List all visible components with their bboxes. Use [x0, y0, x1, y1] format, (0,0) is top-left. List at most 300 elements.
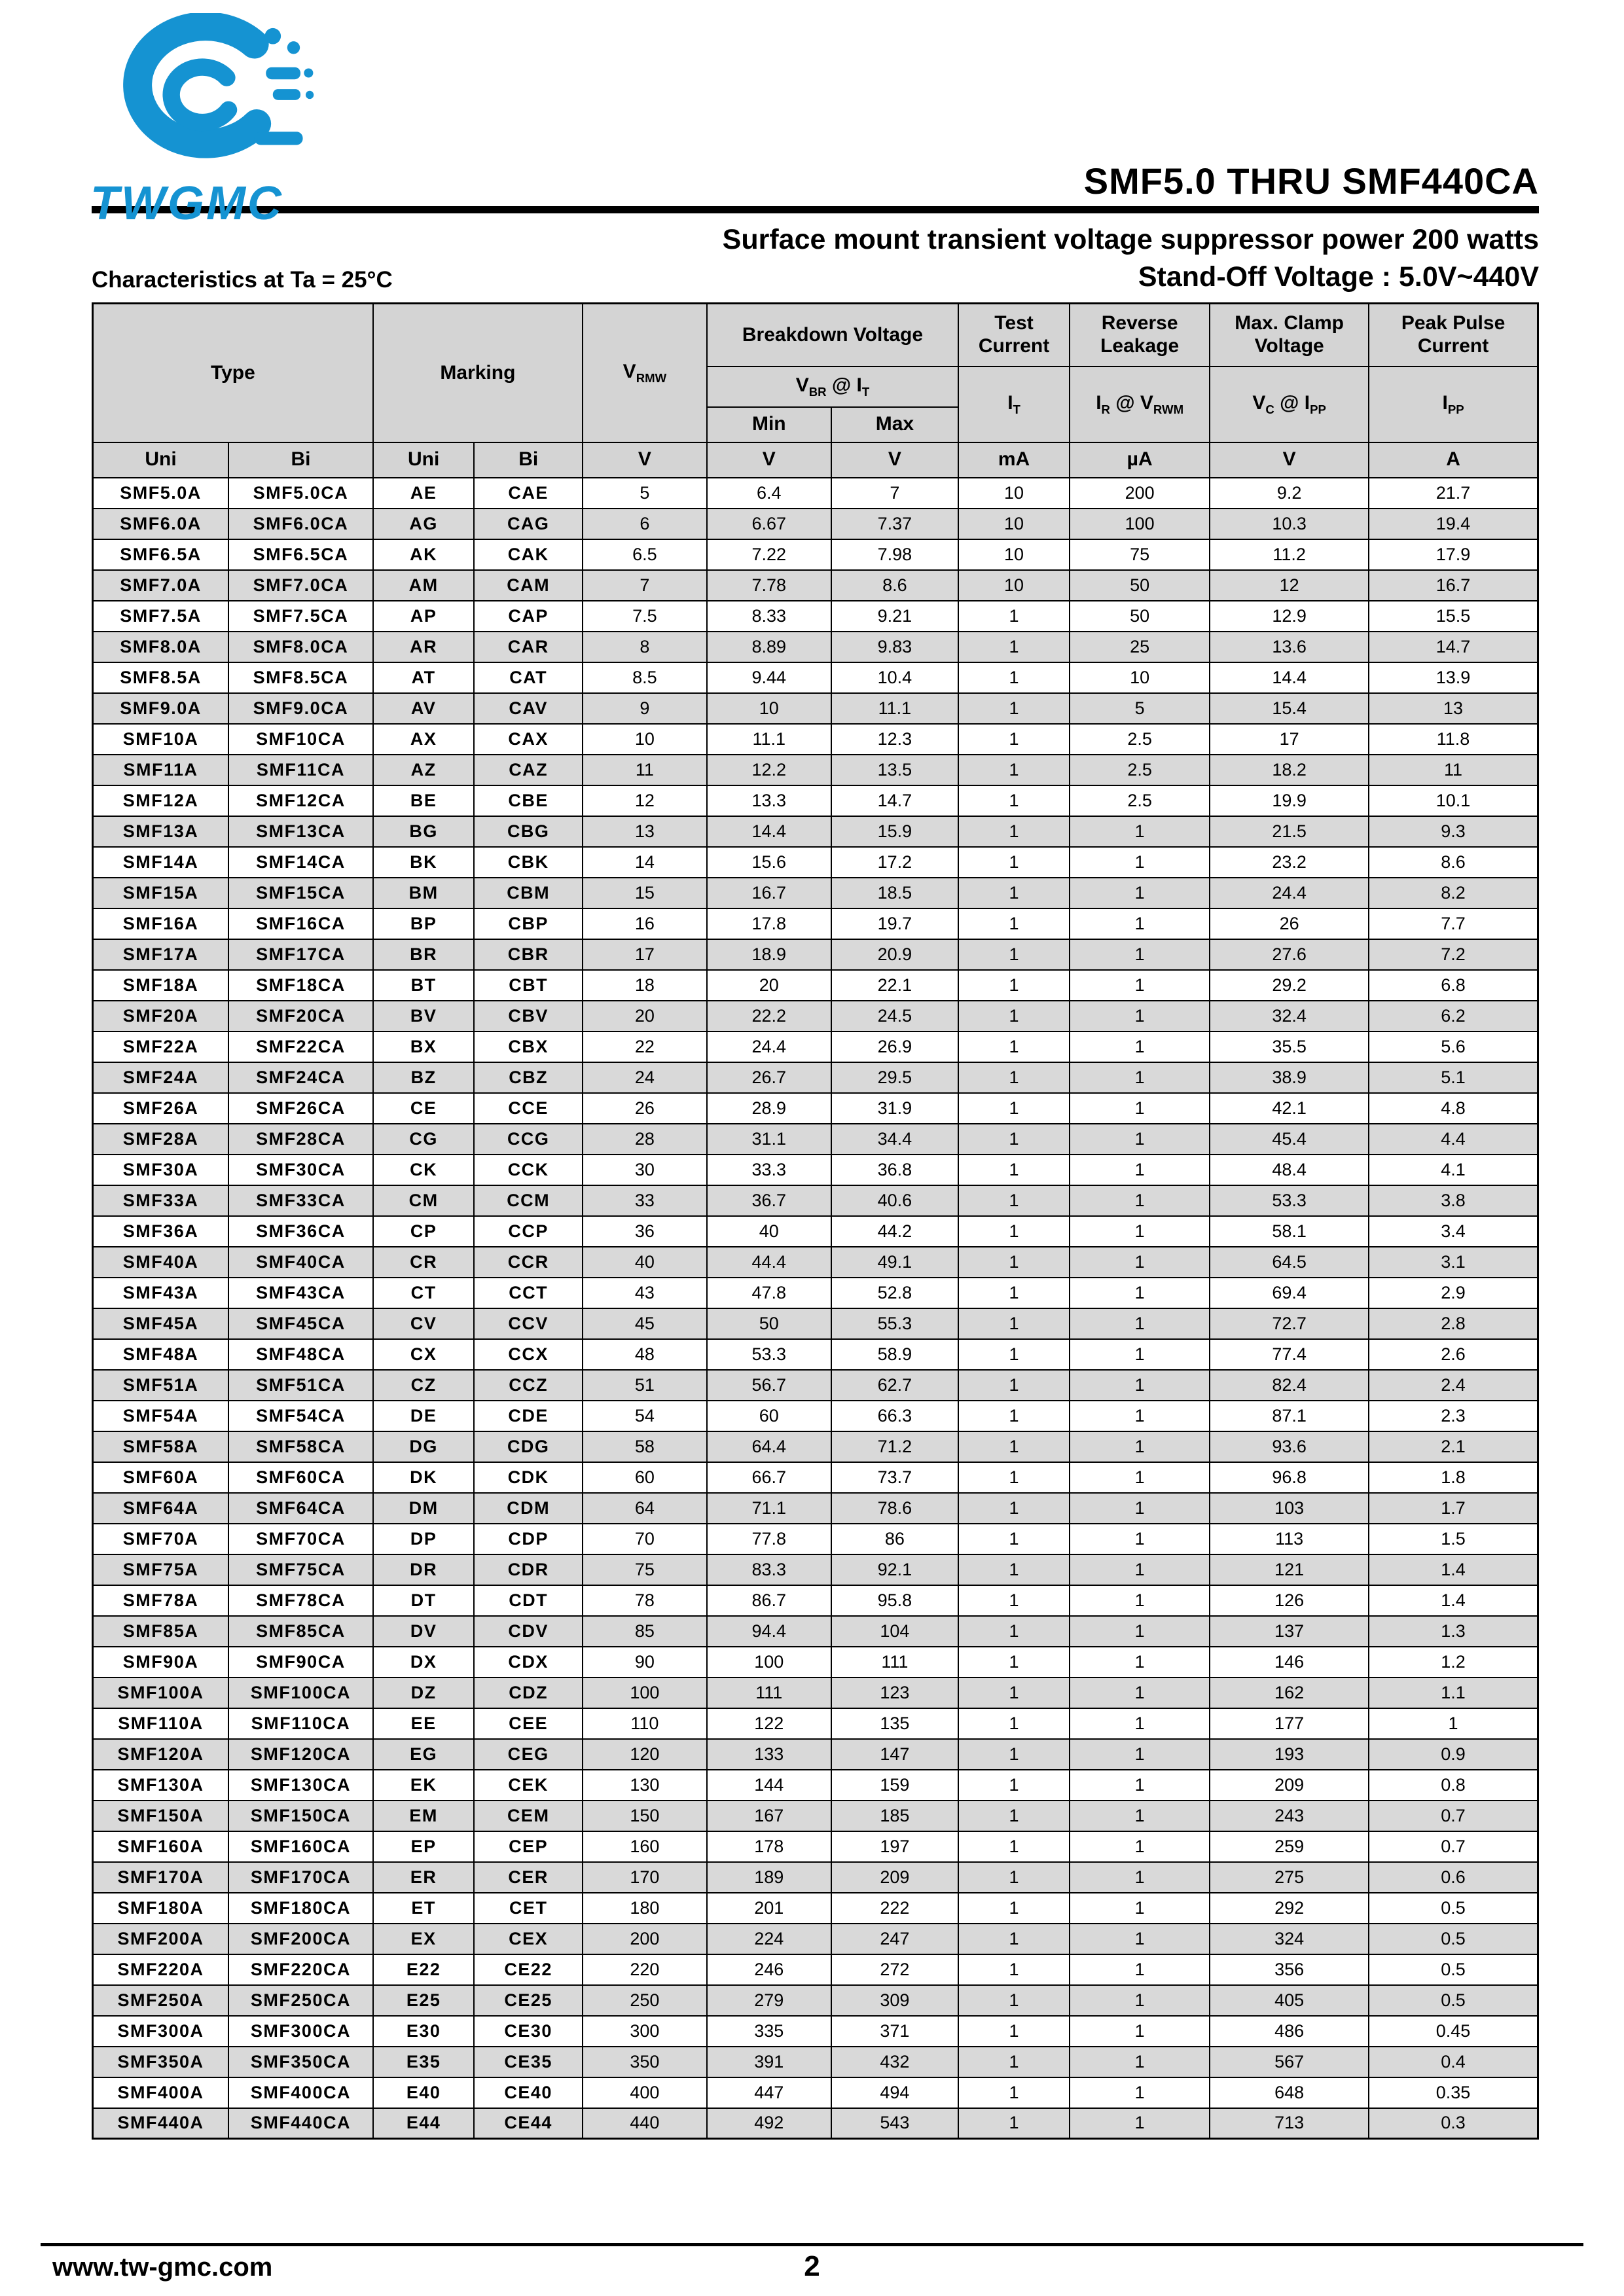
- table-cell: 56.7: [707, 1370, 831, 1401]
- table-cell: 1: [958, 785, 1070, 816]
- table-cell: SMF150A: [93, 1801, 229, 1831]
- table-row: [93, 1124, 1538, 1155]
- table-cell: 111: [831, 1647, 958, 1677]
- table-cell: 27.6: [1210, 939, 1369, 970]
- table-cell: 28: [583, 1124, 707, 1155]
- twgmc-logo: [79, 13, 353, 230]
- table-cell: AG: [373, 509, 475, 539]
- table-cell: 10: [958, 478, 1070, 509]
- table-cell: 8.6: [1369, 847, 1538, 878]
- table-cell: 69.4: [1210, 1278, 1369, 1308]
- table-cell: 14.7: [1369, 632, 1538, 662]
- table-cell: 17.2: [831, 847, 958, 878]
- table-cell: 60: [583, 1462, 707, 1493]
- table-cell: 135: [831, 1708, 958, 1739]
- table-cell: SMF200CA: [228, 1924, 373, 1954]
- table-cell: E44: [373, 2108, 475, 2139]
- table-cell: SMF13A: [93, 816, 229, 847]
- table-cell: 1.4: [1369, 1554, 1538, 1585]
- table-cell: 9: [583, 693, 707, 724]
- table-cell: 713: [1210, 2108, 1369, 2139]
- table-cell: CDX: [474, 1647, 583, 1677]
- table-cell: 4.1: [1369, 1155, 1538, 1185]
- table-cell: SMF78A: [93, 1585, 229, 1616]
- table-cell: SMF60A: [93, 1462, 229, 1493]
- table-row: [93, 601, 1538, 632]
- table-row: [93, 1401, 1538, 1431]
- table-cell: DX: [373, 1647, 475, 1677]
- table-cell: CAP: [474, 601, 583, 632]
- table-cell: 1: [958, 1493, 1070, 1524]
- table-cell: DP: [373, 1524, 475, 1554]
- table-row: [93, 1677, 1538, 1708]
- table-cell: 16.7: [1369, 570, 1538, 601]
- table-cell: 10: [958, 570, 1070, 601]
- table-cell: 7.5: [583, 601, 707, 632]
- table-cell: 121: [1210, 1554, 1369, 1585]
- table-cell: 1: [1070, 1247, 1210, 1278]
- table-cell: 18.2: [1210, 755, 1369, 785]
- table-cell: 16.7: [707, 878, 831, 908]
- table-cell: 2.1: [1369, 1431, 1538, 1462]
- table-cell: 0.8: [1369, 1770, 1538, 1801]
- table-cell: 13.6: [1210, 632, 1369, 662]
- unit-header-uni: Uni: [93, 442, 229, 478]
- table-cell: 25: [1070, 632, 1210, 662]
- unit-header-uni: Uni: [373, 442, 475, 478]
- table-cell: 30: [583, 1155, 707, 1185]
- table-cell: CER: [474, 1862, 583, 1893]
- table-cell: 20.9: [831, 939, 958, 970]
- table-row: [93, 1493, 1538, 1524]
- table-cell: BT: [373, 970, 475, 1001]
- table-cell: 492: [707, 2108, 831, 2139]
- table-cell: SMF10CA: [228, 724, 373, 755]
- table-cell: 5: [1070, 693, 1210, 724]
- table-cell: 1: [1070, 1185, 1210, 1216]
- table-cell: SMF90A: [93, 1647, 229, 1677]
- table-cell: 24.5: [831, 1001, 958, 1031]
- page-header: [90, 13, 1539, 230]
- table-cell: 28.9: [707, 1093, 831, 1124]
- table-cell: CCE: [474, 1093, 583, 1124]
- table-cell: 133: [707, 1739, 831, 1770]
- table-cell: 48.4: [1210, 1155, 1369, 1185]
- table-cell: 15: [583, 878, 707, 908]
- table-row: [93, 1985, 1538, 2016]
- table-cell: 1: [958, 816, 1070, 847]
- table-cell: AM: [373, 570, 475, 601]
- table-cell: 58.1: [1210, 1216, 1369, 1247]
- table-cell: AR: [373, 632, 475, 662]
- table-cell: CBX: [474, 1031, 583, 1062]
- table-cell: 1: [1070, 1493, 1210, 1524]
- table-cell: 20: [707, 970, 831, 1001]
- table-cell: 1: [958, 2108, 1070, 2139]
- table-cell: CCZ: [474, 1370, 583, 1401]
- table-cell: AE: [373, 478, 475, 509]
- table-cell: 10.4: [831, 662, 958, 693]
- table-cell: 2.5: [1070, 785, 1210, 816]
- table-cell: 50: [1070, 601, 1210, 632]
- table-cell: SMF250A: [93, 1985, 229, 2016]
- table-cell: 40: [707, 1216, 831, 1247]
- table-row: [93, 693, 1538, 724]
- table-cell: 12.9: [1210, 601, 1369, 632]
- table-cell: CE22: [474, 1954, 583, 1985]
- table-cell: SMF180CA: [228, 1893, 373, 1924]
- table-cell: 36.8: [831, 1155, 958, 1185]
- table-cell: SMF220CA: [228, 1954, 373, 1985]
- table-cell: 1: [958, 1954, 1070, 1985]
- table-cell: 13: [583, 816, 707, 847]
- table-cell: SMF440A: [93, 2108, 229, 2139]
- table-cell: 1: [958, 1431, 1070, 1462]
- table-cell: CDP: [474, 1524, 583, 1554]
- table-cell: SMF48CA: [228, 1339, 373, 1370]
- unit-header-bi: Bi: [228, 442, 373, 478]
- table-cell: 1: [958, 1647, 1070, 1677]
- unit-header-a: A: [1369, 442, 1538, 478]
- table-cell: SMF45CA: [228, 1308, 373, 1339]
- table-cell: 26: [1210, 908, 1369, 939]
- table-cell: 78: [583, 1585, 707, 1616]
- table-cell: 180: [583, 1893, 707, 1924]
- table-cell: SMF250CA: [228, 1985, 373, 2016]
- table-cell: 6.67: [707, 509, 831, 539]
- table-cell: 77.4: [1210, 1339, 1369, 1370]
- table-cell: 87.1: [1210, 1401, 1369, 1431]
- table-cell: CV: [373, 1308, 475, 1339]
- table-cell: 22.1: [831, 970, 958, 1001]
- table-cell: SMF300A: [93, 2016, 229, 2047]
- table-cell: 7.37: [831, 509, 958, 539]
- table-row: [93, 509, 1538, 539]
- table-cell: 1: [958, 632, 1070, 662]
- table-cell: 13.3: [707, 785, 831, 816]
- table-cell: 400: [583, 2077, 707, 2108]
- col-header-test-current: Test Current: [958, 304, 1070, 367]
- table-cell: 8.5: [583, 662, 707, 693]
- table-cell: 1: [1070, 1431, 1210, 1462]
- table-cell: BV: [373, 1001, 475, 1031]
- table-cell: DE: [373, 1401, 475, 1431]
- table-cell: 1.3: [1369, 1616, 1538, 1647]
- table-cell: BK: [373, 847, 475, 878]
- table-cell: 71.1: [707, 1493, 831, 1524]
- table-cell: CCM: [474, 1185, 583, 1216]
- table-cell: 11: [1369, 755, 1538, 785]
- table-cell: CBZ: [474, 1062, 583, 1093]
- table-cell: 10: [958, 509, 1070, 539]
- table-cell: 335: [707, 2016, 831, 2047]
- table-row: [93, 724, 1538, 755]
- table-cell: 2.4: [1369, 1370, 1538, 1401]
- table-cell: DM: [373, 1493, 475, 1524]
- table-row: [93, 478, 1538, 509]
- table-cell: 17: [1210, 724, 1369, 755]
- table-cell: SMF58CA: [228, 1431, 373, 1462]
- col-header-vrmw: $V_{RMW}$: [583, 304, 707, 442]
- table-cell: SMF14CA: [228, 847, 373, 878]
- table-cell: 1: [958, 1339, 1070, 1370]
- table-cell: SMF60CA: [228, 1462, 373, 1493]
- table-cell: CDZ: [474, 1677, 583, 1708]
- table-cell: 15.4: [1210, 693, 1369, 724]
- table-cell: 18.5: [831, 878, 958, 908]
- table-cell: SMF170CA: [228, 1862, 373, 1893]
- table-cell: SMF48A: [93, 1339, 229, 1370]
- table-cell: 146: [1210, 1647, 1369, 1677]
- table-cell: E30: [373, 2016, 475, 2047]
- table-cell: 31.1: [707, 1124, 831, 1155]
- table-cell: 1: [958, 1370, 1070, 1401]
- table-cell: 12.2: [707, 755, 831, 785]
- doc-subtitle: Surface mount transient voltage suppressor power 200 watts: [722, 224, 1539, 255]
- table-cell: 100: [583, 1677, 707, 1708]
- table-cell: 1: [1070, 908, 1210, 939]
- table-cell: 8.89: [707, 632, 831, 662]
- table-cell: 14.4: [1210, 662, 1369, 693]
- table-cell: BG: [373, 816, 475, 847]
- table-row: [93, 939, 1538, 970]
- table-cell: DT: [373, 1585, 475, 1616]
- table-cell: 160: [583, 1831, 707, 1862]
- table-cell: SMF6.0CA: [228, 509, 373, 539]
- table-cell: 222: [831, 1893, 958, 1924]
- table-cell: 11.2: [1210, 539, 1369, 570]
- table-row: [93, 1062, 1538, 1093]
- table-body: [93, 478, 1538, 2139]
- table-cell: 201: [707, 1893, 831, 1924]
- characteristics-label: Characteristics at Ta = 25°C: [92, 267, 393, 293]
- table-cell: SMF90CA: [228, 1647, 373, 1677]
- table-cell: CEE: [474, 1708, 583, 1739]
- table-cell: 11: [583, 755, 707, 785]
- table-cell: 1: [1070, 816, 1210, 847]
- table-cell: 49.1: [831, 1247, 958, 1278]
- table-row: [93, 1585, 1538, 1616]
- table-row: [93, 1216, 1538, 1247]
- table-cell: 21.5: [1210, 816, 1369, 847]
- table-cell: 92.1: [831, 1554, 958, 1585]
- col-header-max-clamp-voltage: Max. Clamp Voltage: [1210, 304, 1369, 367]
- table-cell: CR: [373, 1247, 475, 1278]
- table-cell: 1: [958, 1770, 1070, 1801]
- table-cell: SMF7.5CA: [228, 601, 373, 632]
- table-cell: SMF8.0CA: [228, 632, 373, 662]
- table-cell: 1: [1070, 939, 1210, 970]
- table-cell: BP: [373, 908, 475, 939]
- table-row: [93, 632, 1538, 662]
- table-cell: 100: [1070, 509, 1210, 539]
- table-cell: 0.7: [1369, 1801, 1538, 1831]
- table-cell: 1: [958, 724, 1070, 755]
- table-cell: 1: [958, 1031, 1070, 1062]
- table-cell: SMF350CA: [228, 2047, 373, 2077]
- table-cell: 24: [583, 1062, 707, 1093]
- table-cell: 17.9: [1369, 539, 1538, 570]
- table-row: [93, 1831, 1538, 1862]
- table-cell: 123: [831, 1677, 958, 1708]
- brand-name: TWGMC: [90, 177, 283, 230]
- table-cell: 40.6: [831, 1185, 958, 1216]
- table-cell: SMF17A: [93, 939, 229, 970]
- table-cell: 77.8: [707, 1524, 831, 1554]
- table-cell: 0.3: [1369, 2108, 1538, 2139]
- table-cell: 405: [1210, 1985, 1369, 2016]
- table-cell: SMF100A: [93, 1677, 229, 1708]
- table-cell: 1: [958, 693, 1070, 724]
- table-cell: 52.8: [831, 1278, 958, 1308]
- table-cell: 1.7: [1369, 1493, 1538, 1524]
- table-cell: 85: [583, 1616, 707, 1647]
- table-cell: 1: [958, 1985, 1070, 2016]
- col-header-type: Type: [93, 304, 373, 442]
- table-cell: SMF24A: [93, 1062, 229, 1093]
- table-cell: SMF100CA: [228, 1677, 373, 1708]
- table-cell: SMF33A: [93, 1185, 229, 1216]
- table-cell: 6: [583, 509, 707, 539]
- website-url: www.tw-gmc.com: [52, 2253, 273, 2282]
- table-cell: 1: [958, 1801, 1070, 1831]
- table-header: [93, 304, 1538, 478]
- table-cell: 16: [583, 908, 707, 939]
- table-cell: 1: [958, 1093, 1070, 1124]
- unit-header-v: V: [831, 442, 958, 478]
- table-cell: 350: [583, 2047, 707, 2077]
- table-cell: 1: [958, 970, 1070, 1001]
- table-cell: SMF12CA: [228, 785, 373, 816]
- table-cell: SMF9.0A: [93, 693, 229, 724]
- table-cell: 1: [958, 1001, 1070, 1031]
- table-row: [93, 539, 1538, 570]
- table-cell: 4.8: [1369, 1093, 1538, 1124]
- table-cell: 0.6: [1369, 1862, 1538, 1893]
- table-row: [93, 2108, 1538, 2139]
- table-cell: SMF160CA: [228, 1831, 373, 1862]
- table-cell: SMF20CA: [228, 1001, 373, 1031]
- table-row: [93, 1431, 1538, 1462]
- table-row: [93, 1247, 1538, 1278]
- page-number: 2: [804, 2250, 820, 2282]
- table-cell: 1: [1070, 1708, 1210, 1739]
- table-cell: CE25: [474, 1985, 583, 2016]
- table-cell: CDE: [474, 1401, 583, 1431]
- table-cell: CT: [373, 1278, 475, 1308]
- table-cell: DV: [373, 1616, 475, 1647]
- table-cell: CDM: [474, 1493, 583, 1524]
- table-cell: 5.1: [1369, 1062, 1538, 1093]
- table-cell: 15.9: [831, 816, 958, 847]
- table-cell: SMF78CA: [228, 1585, 373, 1616]
- table-row: [93, 1739, 1538, 1770]
- col-header-breakdown-voltage: Breakdown Voltage: [707, 304, 958, 367]
- table-cell: 159: [831, 1770, 958, 1801]
- table-cell: SMF26A: [93, 1093, 229, 1124]
- table-cell: 279: [707, 1985, 831, 2016]
- table-cell: 58: [583, 1431, 707, 1462]
- table-cell: CAM: [474, 570, 583, 601]
- table-row: [93, 570, 1538, 601]
- table-cell: 10.3: [1210, 509, 1369, 539]
- table-cell: 1: [1070, 2077, 1210, 2108]
- table-cell: CCR: [474, 1247, 583, 1278]
- table-cell: 22: [583, 1031, 707, 1062]
- table-cell: 66.7: [707, 1462, 831, 1493]
- table-cell: SMF9.0CA: [228, 693, 373, 724]
- table-cell: 8.6: [831, 570, 958, 601]
- table-row: [93, 662, 1538, 693]
- table-cell: 494: [831, 2077, 958, 2108]
- table-cell: 21.7: [1369, 478, 1538, 509]
- table-cell: 64.4: [707, 1431, 831, 1462]
- table-cell: 0.35: [1369, 2077, 1538, 2108]
- table-cell: 1: [1070, 1031, 1210, 1062]
- table-cell: SMF130CA: [228, 1770, 373, 1801]
- table-cell: SMF170A: [93, 1862, 229, 1893]
- table-cell: 103: [1210, 1493, 1369, 1524]
- table-cell: 1: [958, 1062, 1070, 1093]
- table-cell: 486: [1210, 2016, 1369, 2047]
- table-cell: 6.2: [1369, 1001, 1538, 1031]
- table-cell: SMF12A: [93, 785, 229, 816]
- table-cell: 197: [831, 1831, 958, 1862]
- table-cell: 324: [1210, 1924, 1369, 1954]
- table-cell: SMF110A: [93, 1708, 229, 1739]
- table-cell: 1: [958, 1462, 1070, 1493]
- table-cell: 1: [1070, 2047, 1210, 2077]
- table-cell: 9.83: [831, 632, 958, 662]
- table-row: [93, 1001, 1538, 1031]
- table-cell: SMF17CA: [228, 939, 373, 970]
- table-cell: SMF14A: [93, 847, 229, 878]
- unit-header-v: V: [707, 442, 831, 478]
- table-cell: CEM: [474, 1801, 583, 1831]
- table-cell: 648: [1210, 2077, 1369, 2108]
- table-cell: 1.5: [1369, 1524, 1538, 1554]
- table-cell: 26.9: [831, 1031, 958, 1062]
- table-cell: CAG: [474, 509, 583, 539]
- table-cell: 432: [831, 2047, 958, 2077]
- table-cell: 14.7: [831, 785, 958, 816]
- table-cell: 209: [1210, 1770, 1369, 1801]
- table-cell: 104: [831, 1616, 958, 1647]
- table-cell: 200: [583, 1924, 707, 1954]
- table-cell: SMF70CA: [228, 1524, 373, 1554]
- table-cell: 75: [583, 1554, 707, 1585]
- table-row: [93, 878, 1538, 908]
- table-row: [93, 816, 1538, 847]
- table-cell: AV: [373, 693, 475, 724]
- table-cell: 1: [1070, 1647, 1210, 1677]
- table-row: [93, 1308, 1538, 1339]
- table-cell: CBG: [474, 816, 583, 847]
- table-cell: 90: [583, 1647, 707, 1677]
- table-cell: 189: [707, 1862, 831, 1893]
- table-cell: 54: [583, 1401, 707, 1431]
- table-cell: 1: [1070, 1216, 1210, 1247]
- table-cell: 162: [1210, 1677, 1369, 1708]
- table-cell: 1: [958, 1278, 1070, 1308]
- table-row: [93, 970, 1538, 1001]
- table-cell: 86: [831, 1524, 958, 1554]
- table-cell: 3.8: [1369, 1185, 1538, 1216]
- table-cell: SMF5.0CA: [228, 478, 373, 509]
- table-cell: EX: [373, 1924, 475, 1954]
- table-cell: 1: [1070, 1985, 1210, 2016]
- table-cell: SMF8.5A: [93, 662, 229, 693]
